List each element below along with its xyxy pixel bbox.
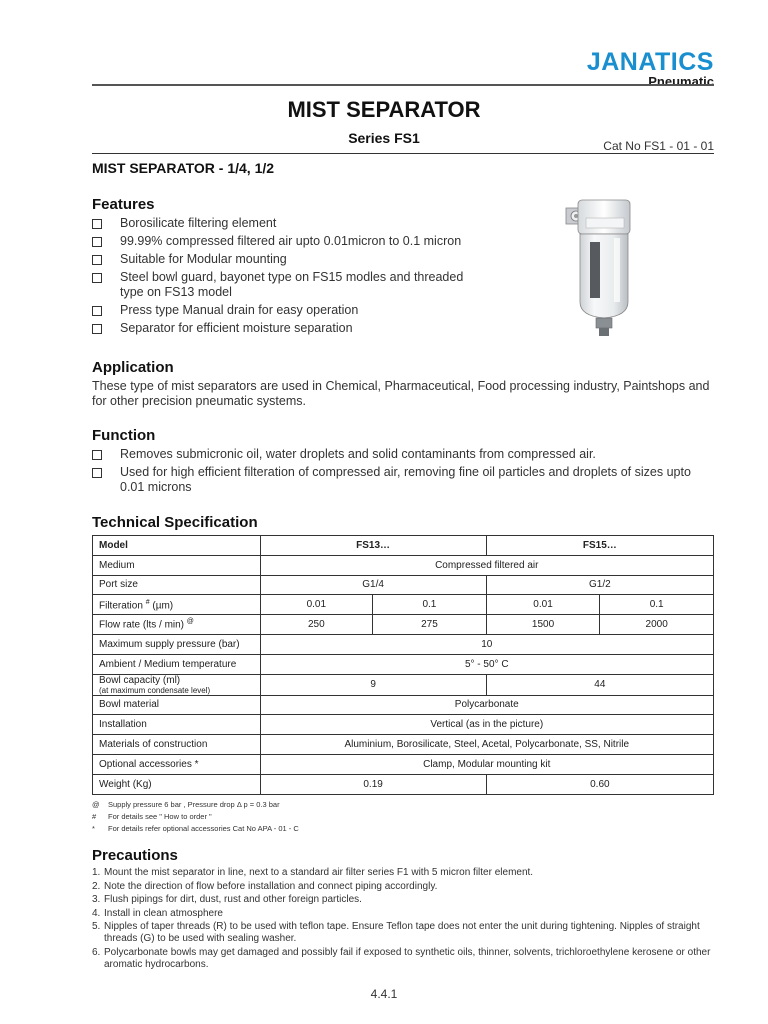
application-heading: Application [92,359,174,376]
header-divider [92,84,714,86]
table-row [93,654,714,674]
features-heading: Features [92,196,155,213]
table-row [93,695,714,715]
catalog-number: Cat No FS1 - 01 - 01 [603,139,714,153]
list-item: Steel bowl guard, bayonet type on FS15 modles and threaded type on FS13 model [92,270,472,300]
spec-value: G1/2 [486,575,713,595]
list-item: Separator for efficient moisture separation [92,321,472,336]
list-item: 5. Nipples of taper threads (R) to be used with teflon tape. Ensure Teflon tape does not enter the unit during tightening. Nipples of straight threads (G) to be used with sealing washer. [92,921,700,945]
precautions-list [92,867,714,973]
list-item: Removes submicronic oil, water droplets and solid contaminants from compressed air. [92,447,714,462]
footnote-symbol: @ [92,800,100,809]
list-item: Borosilicate filtering element [92,216,472,231]
spec-value: 0.1 [600,595,714,615]
list-item: Press type Manual drain for easy operation [92,303,472,318]
product-subtitle: MIST SEPARATOR - 1/4, 1/2 [92,160,275,176]
checkbox-bullet-icon [92,450,102,460]
spec-header-fs15: FS15… [486,536,713,556]
spec-value: 2000 [600,615,714,635]
footnote-mark: @ [186,618,194,626]
spec-label: Medium [93,555,261,575]
brand-name: JANATICS [586,48,714,76]
spec-value: G1/4 [260,575,486,595]
spec-sublabel: (at maximum condensate level) [99,685,211,695]
spec-value: 0.19 [260,774,486,794]
checkbox-bullet-icon [92,237,102,247]
brand-subtitle: Pneumatic [648,74,714,89]
checkbox-bullet-icon [92,255,102,265]
table-row [93,634,714,654]
spec-value: 44 [486,674,713,695]
spec-value: 0.01 [486,595,600,615]
checkbox-bullet-icon [92,468,102,478]
footnote: * For details refer optional accessories Cat No APA - 01 - C [92,824,299,833]
page-number: 4.4.1 [370,987,398,1001]
table-row [93,774,714,794]
spec-label: Bowl capacity (ml) (at maximum condensate level) [93,674,261,695]
footnote-symbol: # [92,812,97,821]
list-item: 4. Install in clean atmosphere [92,907,223,919]
table-row [93,674,714,695]
subtitle-divider [92,153,714,154]
list-item: Used for high efficient filteration of compressed air, removing fine oil particles and droplets of sizes upto 0.01 microns [92,465,714,495]
spec-value: 5° - 50° C [260,654,713,674]
spec-label: Bowl material [93,695,261,715]
footnote: @ Supply pressure 6 bar , Pressure drop Δ p = 0.3 bar [92,800,280,809]
list-item: 6. Polycarbonate bowls may get damaged and possibly fail if exposed to synthetic oils, thinner, solvents, trichloroethylene kerosene or other aromatic hydrocarbons. [92,946,711,970]
table-row [93,555,714,575]
spec-value: Vertical (as in the picture) [260,715,713,735]
precautions-heading: Precautions [92,847,178,864]
list-number: 6. [92,946,101,958]
spec-value: 275 [373,615,487,635]
table-row [93,575,714,595]
function-list [92,447,714,498]
table-row [93,615,714,635]
list-number: 1. [92,867,101,878]
spec-value: Polycarbonate [260,695,713,715]
spec-header-fs13: FS13… [260,536,486,556]
spec-label: Filteration # (µm) [93,595,261,615]
spec-value: Compressed filtered air [260,555,713,575]
spec-header-model: Model [93,536,261,556]
series-label: Series FS1 [348,130,420,146]
footnote-mark: # [145,598,150,606]
spec-value: 250 [260,615,373,635]
list-number: 4. [92,907,101,919]
checkbox-bullet-icon [92,219,102,229]
footnotes [92,799,299,835]
spec-value: 0.01 [260,595,373,615]
spec-value: Clamp, Modular mounting kit [260,754,713,774]
spec-value: Aluminium, Borosilicate, Steel, Acetal, Polycarbonate, SS, Nitrile [260,735,713,755]
spec-label: Ambient / Medium temperature [93,654,261,674]
spec-label: Port size [93,575,261,595]
spec-label: Materials of construction [93,735,261,755]
spec-label: Weight (Kg) [93,774,261,794]
spec-value: 10 [260,634,713,654]
spec-value: 1500 [486,615,600,635]
table-row [93,735,714,755]
spec-value: 0.60 [486,774,713,794]
table-row [93,536,714,556]
footnote-symbol: * [92,824,95,833]
list-item: 99.99% compressed filtered air upto 0.01micron to 0.1 micron [92,234,472,249]
list-number: 2. [92,880,101,892]
checkbox-bullet-icon [92,273,102,283]
checkbox-bullet-icon [92,324,102,334]
function-heading: Function [92,427,156,444]
list-number: 3. [92,894,101,906]
table-row [93,754,714,774]
application-text: These type of mist separators are used in Chemical, Pharmaceutical, Food processing industry, Paintshops and for other precision pneumatic systems. [92,379,710,408]
list-number: 5. [92,921,101,933]
features-list [92,216,472,339]
page-title: MIST SEPARATOR [287,97,481,122]
list-item: 2. Note the direction of flow before installation and connect piping accordingly. [92,880,438,892]
table-row [93,595,714,615]
spec-value: 9 [260,674,486,695]
list-item: 1. Mount the mist separator in line, next to a standard air filter series F1 with 5 micron filter element. [92,867,534,878]
spec-label: Installation [93,715,261,735]
spec-label: Optional accessories * [93,754,261,774]
checkbox-bullet-icon [92,306,102,316]
spec-label: Maximum supply pressure (bar) [93,634,261,654]
spec-heading: Technical Specification [92,514,258,531]
list-item: 3. Flush pipings for dirt, dust, rust and other foreign particles. [92,894,362,906]
list-item: Suitable for Modular mounting [92,252,472,267]
spec-value: 0.1 [373,595,487,615]
product-image [556,192,646,342]
spec-label: Flow rate (lts / min) @ [93,615,261,635]
footnote: # For details see " How to order " [92,812,212,821]
spec-table [92,535,714,795]
table-row [93,715,714,735]
